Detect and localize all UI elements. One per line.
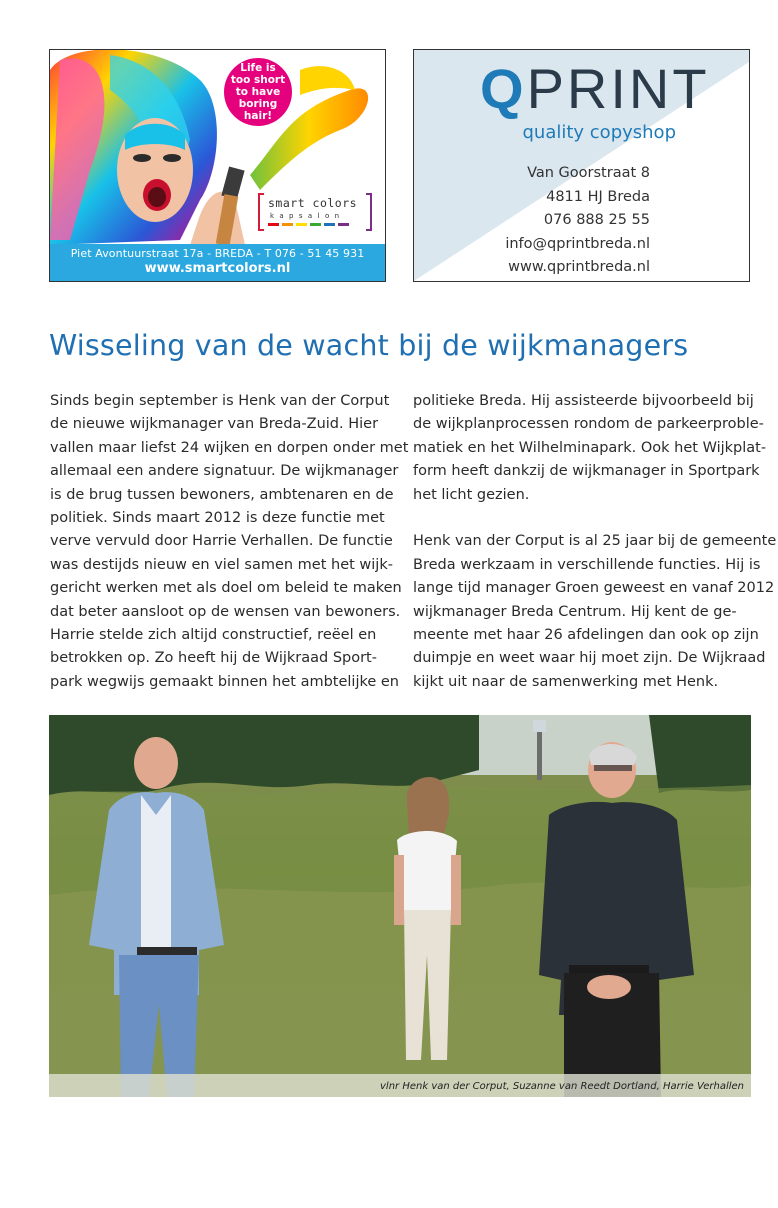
qprint-tagline: quality copyshop <box>522 122 676 143</box>
contact-street: Van Goorstraat 8 <box>527 165 650 181</box>
slogan-bubble <box>224 58 292 126</box>
text-line: dat beter aansloot op de wensen van bewoners. <box>50 603 401 620</box>
logo-bracket-left <box>258 193 264 231</box>
text-line: meente met haar 26 afdelingen dan ook op zijn <box>413 627 759 644</box>
text-line: Sinds begin september is Henk van der Corput <box>50 393 390 409</box>
contact-phone[interactable]: 076 888 25 55 <box>543 212 650 228</box>
text-line: vallen maar liefst 24 wijken en dorpen onder met <box>50 439 409 456</box>
text-line: Breda werkzaam in verschillende functies. Hij is <box>413 556 761 573</box>
paragraph <box>413 390 767 507</box>
text-line: matiek en het Wilhelminapark. Ook het Wijkplat- <box>413 439 767 456</box>
contact-city: 4811 HJ Breda <box>546 188 650 205</box>
text-line: de nieuwe wijkmanager van Breda-Zuid. Hier <box>50 416 379 433</box>
text-line: Harrie stelde zich altijd constructief, reëel en <box>50 627 377 644</box>
text-line: kijkt uit naar de samenwerking met Henk. <box>413 673 719 690</box>
slogan-line: too short <box>230 74 286 86</box>
contact-website[interactable]: www.qprintbreda.nl <box>508 259 650 275</box>
text-line: form heeft dankzij de wijkmanager in Sportpark <box>413 463 760 480</box>
text-line: politieke Breda. Hij assisteerde bijvoorbeeld bij <box>413 393 754 409</box>
text-line: park wegwijs gemaakt binnen het ambtelijke en <box>50 673 399 690</box>
article-photo <box>49 715 751 1097</box>
text-line: politiek. Sinds maart 2012 is deze functie met <box>50 510 385 527</box>
qprint-logo <box>480 59 710 119</box>
text-line: was destijds nieuw en viel samen met het wijk- <box>50 556 393 573</box>
stripe <box>324 223 335 226</box>
paragraph <box>413 530 777 694</box>
slogan-line: hair! <box>243 110 273 122</box>
text-line: betrokken op. Zo heeft hij de Wijkraad Sport- <box>50 650 377 667</box>
text-line: allemaal een andere signatuur. De wijkmanager <box>50 463 399 480</box>
slogan-line: Life is <box>240 62 276 74</box>
ad-address: Piet Avontuurstraat 17a - BREDA - T 076 - 51 45 931 <box>70 247 365 260</box>
logo-sub: kapsalon <box>270 212 345 220</box>
text-line: het licht gezien. <box>413 486 530 503</box>
text-line: wijkmanager Breda Centrum. Hij kent de ge- <box>413 603 737 620</box>
text-line: de wijkplanprocessen rondom de parkeerproble- <box>413 416 764 433</box>
logo-bracket-right <box>366 193 372 231</box>
text-line: lange tijd manager Groen geweest en vanaf 2012 <box>413 580 775 597</box>
qprint-contact <box>505 162 650 280</box>
stripe <box>338 223 349 226</box>
article-column-left <box>50 390 409 694</box>
logo-name: smart colors <box>268 196 358 210</box>
text-line: Henk van der Corput is al 25 jaar bij de gemeente <box>413 533 777 550</box>
qprint-ad[interactable] <box>413 49 750 282</box>
photo-image <box>49 715 751 1097</box>
slogan-line: to have boring <box>235 86 281 110</box>
logo-color-stripes <box>268 223 349 226</box>
text-line: duimpje en weet waar hij moet zijn. De Wijkraad <box>413 650 766 667</box>
text-line: verve vervuld door Harrie Verhallen. De functie <box>50 533 393 550</box>
stripe <box>296 223 307 226</box>
stripe <box>282 223 293 226</box>
text-line: gericht werken met als doel om beleid te maken <box>50 580 402 597</box>
smartcolors-ad[interactable] <box>49 49 386 282</box>
stripe <box>310 223 321 226</box>
article-headline: Wisseling van de wacht bij de wijkmanagers <box>49 329 689 362</box>
smartcolors-logo <box>258 193 372 237</box>
article-column-right <box>413 390 777 694</box>
ad-website-link[interactable]: www.smartcolors.nl <box>144 261 291 276</box>
photo-caption: vlnr Henk van der Corput, Suzanne van Reedt Dortland, Harrie Verhallen <box>380 1081 744 1092</box>
stripe <box>268 223 279 226</box>
text-line: is de brug tussen bewoners, ambtenaren en de <box>50 486 394 503</box>
logo-q: Q <box>480 57 527 120</box>
ad-footer <box>50 244 385 281</box>
logo-print: PRINT <box>526 57 710 120</box>
contact-email[interactable]: info@qprintbreda.nl <box>505 235 650 252</box>
